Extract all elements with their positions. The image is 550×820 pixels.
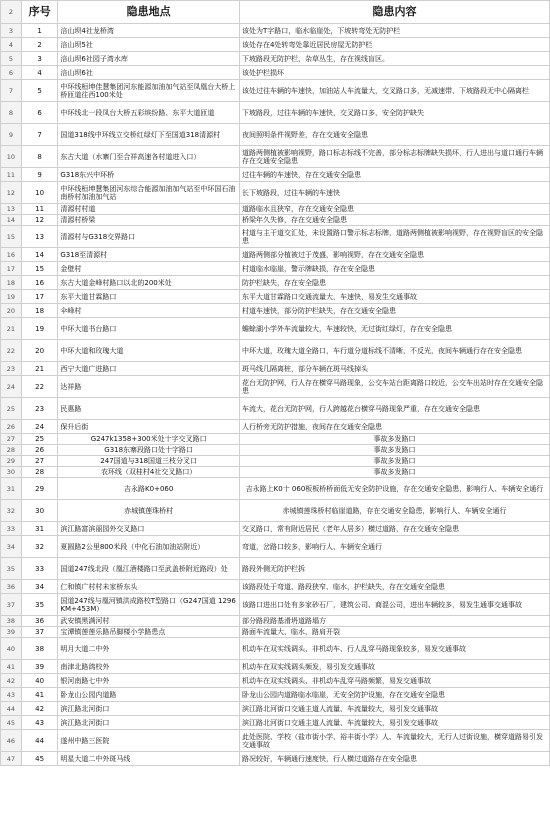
cell-location[interactable]: 伞峰村 [58,304,240,318]
table-row [1,420,550,434]
table-row [1,66,550,80]
cell-index[interactable]: 18 [21,304,58,318]
cell-location[interactable]: 滨江路富滨丽园外交叉路口 [58,522,240,536]
cell-index[interactable]: 4 [21,66,58,80]
row-number[interactable]: 28 [1,445,22,456]
cell-index[interactable]: 1 [21,24,58,38]
cell-index[interactable]: 5 [21,80,58,102]
cell-content[interactable]: 卧龙山公园内道路临水临崖，无安全防护设施，存在交通安全隐患 [239,688,549,702]
cell-content[interactable]: 路段外侧无防护栏拆 [239,558,549,580]
cell-location[interactable]: 仁和镇广村村未家桥东头 [58,580,240,594]
table-row [1,688,550,702]
cell-index[interactable]: 25 [21,434,58,445]
cell-location[interactable]: 银河南路七中外 [58,674,240,688]
row-number[interactable]: 25 [1,398,22,420]
cell-content[interactable]: 花台无防护网，行人存在横穿马路现象，公交车站台距离路口较近，公交车出站时存在交通安全隐患 [239,376,549,398]
row-number[interactable]: 14 [1,215,22,226]
cell-index[interactable]: 9 [21,168,58,182]
cell-index[interactable]: 12 [21,215,58,226]
cell-content[interactable]: 东平大道甘霖路口交通流量大，车速快，易发生交通事故 [239,290,549,304]
cell-index[interactable]: 19 [21,318,58,340]
cell-location[interactable]: 东古大道（水寨门至合祥高速各村道进入口） [58,146,240,168]
cell-location[interactable]: 清源村村道 [58,204,240,215]
cell-content[interactable]: 道路两侧植被影响视野，路口标志标线不完善，部分标志标牌缺失损坏，行人进出与道口通行车辆存在交通安全隐患 [239,146,549,168]
row-number[interactable]: 5 [1,52,22,66]
cell-location[interactable]: G318至清源村 [58,248,240,262]
cell-index[interactable]: 23 [21,398,58,420]
row-number[interactable]: 35 [1,558,22,580]
row-number[interactable]: 38 [1,616,22,627]
table-row [1,376,550,398]
table-row [1,276,550,290]
row-number[interactable]: 23 [1,362,22,376]
row-number[interactable]: 18 [1,276,22,290]
cell-index[interactable]: 44 [21,730,58,752]
row-number[interactable]: 34 [1,536,22,558]
row-number[interactable]: 33 [1,522,22,536]
row-number[interactable]: 10 [1,146,22,168]
cell-content[interactable]: 车流大，花台无防护网，行人跨越花台横穿马路现象严重，存在交通安全隐患 [239,398,549,420]
row-number[interactable]: 6 [1,66,22,80]
cell-content[interactable]: 村道临水临崖，警示牌缺损，存在安全隐患 [239,262,549,276]
cell-index[interactable]: 24 [21,420,58,434]
cell-location[interactable]: 中环大道和玫瑰大道 [58,340,240,362]
cell-location[interactable]: 保升后街 [58,420,240,434]
cell-index[interactable]: 21 [21,362,58,376]
cell-location[interactable]: 中环线桓坤佳慧集团河东能源加油加气站至凤凰台大桥上桥匝道往西100米处 [58,80,240,102]
header-row [1,1,550,24]
cell-index[interactable]: 26 [21,445,58,456]
row-number[interactable]: 17 [1,262,22,276]
cell-content[interactable]: 滨江路北河街口交通主道人流量、车流量较大，易引发交通事故 [239,716,549,730]
table-row [1,398,550,420]
cell-index[interactable]: 29 [21,478,58,500]
cell-index[interactable]: 30 [21,500,58,522]
row-number[interactable]: 19 [1,290,22,304]
row-number[interactable]: 13 [1,204,22,215]
row-number[interactable]: 9 [1,124,22,146]
row-number[interactable]: 36 [1,580,22,594]
cell-index[interactable]: 45 [21,752,58,766]
cell-location[interactable]: 滨江路北河街口 [58,716,240,730]
cell-content[interactable]: 该路口进出口处有多家砂石厂，建筑公司、商混公司，进出车辆较多，易发生通事交通事故 [239,594,549,616]
table-row [1,730,550,752]
table-row [1,752,550,766]
cell-location[interactable]: 赤城镇莲珠桥村 [58,500,240,522]
header-cell-location[interactable]: 隐患地点 [58,1,240,24]
table-row [1,627,550,638]
row-number[interactable]: 41 [1,660,22,674]
cell-content[interactable]: 中环大道，玫瑰大道全路口，车行道分道标线不清晰，不反光，夜间车辆通行存在安全隐患 [239,340,549,362]
cell-index[interactable]: 31 [21,522,58,536]
cell-location[interactable]: G318东兴中环桥 [58,168,240,182]
row-number[interactable]: 47 [1,752,22,766]
table-row [1,594,550,616]
table-row [1,38,550,52]
cell-location[interactable]: 中环大道书台路口 [58,318,240,340]
cell-location[interactable]: 遂州中路三医院 [58,730,240,752]
cell-content[interactable]: 村道与主干道交汇处，未设置路口警示标志标牌，道路两侧植被影响视野，存在视野盲区的安全隐患 [239,226,549,248]
cell-content[interactable]: 滨江路北河街口交通主道人流量、车流量较大，易引发交通事故 [239,702,549,716]
table-row [1,262,550,276]
cell-location[interactable]: 涪山坝4社龙桥湾 [58,24,240,38]
cell-location[interactable]: 明月大道二中外 [58,638,240,660]
row-number[interactable]: 30 [1,467,22,478]
cell-content[interactable]: 事故多发路口 [239,445,549,456]
row-number[interactable]: 16 [1,248,22,262]
table-row [1,304,550,318]
row-number[interactable]: 26 [1,420,22,434]
cell-index[interactable]: 32 [21,536,58,558]
table-row [1,716,550,730]
table-row [1,318,550,340]
cell-content[interactable]: 道路临水且狭窄，存在交通安全隐患 [239,204,549,215]
cell-content[interactable]: 部分路段路基滑坍道路塌方 [239,616,549,627]
cell-content[interactable]: 桥梁年久失修，存在交通安全隐患 [239,215,549,226]
row-number[interactable]: 31 [1,478,22,500]
cell-location[interactable]: 国道247线北段（凰江酒楼路口至武盖桥附近路段）处 [58,558,240,580]
row-number[interactable]: 3 [1,24,22,38]
table-row [1,580,550,594]
cell-index[interactable]: 43 [21,716,58,730]
cell-location[interactable]: 清源村与G318交界路口 [58,226,240,248]
cell-location[interactable]: 吉永路K0+060 [58,478,240,500]
table-row [1,226,550,248]
cell-content[interactable]: 长下坡路段，过往车辆的车速快 [239,182,549,204]
cell-location[interactable]: 金壁村 [58,262,240,276]
cell-content[interactable]: 该处存在4处转弯处靠近居民房屋无防护栏 [239,38,549,52]
cell-content[interactable]: 弯道，岔路口较多，影响行人、车辆安全通行 [239,536,549,558]
row-number[interactable]: 20 [1,304,22,318]
cell-location[interactable]: G318东寨段路口处十字路口 [58,445,240,456]
cell-index[interactable]: 38 [21,638,58,660]
cell-content[interactable]: 事故多发路口 [239,434,549,445]
cell-index[interactable]: 27 [21,456,58,467]
cell-content[interactable]: 蟾蜍湖小学外车流量较大，车速较快，无过街红绿灯，存在安全隐患 [239,318,549,340]
cell-index[interactable]: 20 [21,340,58,362]
cell-index[interactable]: 42 [21,702,58,716]
cell-content[interactable]: 交叉路口，常有附近居民（老年人居多）横过道路，存在交通安全隐患 [239,522,549,536]
cell-location[interactable]: 卧龙山公园内道路 [58,688,240,702]
table-row [1,102,550,124]
table-row [1,204,550,215]
cell-index[interactable]: 33 [21,558,58,580]
cell-location[interactable]: 滨江路北河街口 [58,702,240,716]
cell-index[interactable]: 37 [21,627,58,638]
table-row [1,616,550,627]
cell-content[interactable]: 该路段处于弯道、路段狭窄、临水，护栏缺失，存在交通安全隐患 [239,580,549,594]
cell-index[interactable]: 28 [21,467,58,478]
row-number[interactable]: 39 [1,627,22,638]
table-row [1,500,550,522]
cell-content[interactable]: 人行桥旁无防护措施，夜间存在交通安全隐患 [239,420,549,434]
cell-location[interactable]: 涪山坝6社 [58,66,240,80]
cell-content[interactable]: 此处医院、学校（盐市街小学、裕丰街小学）人、车流量较大，无行人过街设施，横穿道路易引发交通事故 [239,730,549,752]
cell-index[interactable]: 10 [21,182,58,204]
cell-content[interactable]: 赤城镇莲珠桥村临崖道路，存在交通安全隐患，影响行人、车辆安全通行 [239,500,549,522]
row-number[interactable]: 40 [1,638,22,660]
table-row [1,146,550,168]
header-cell-index[interactable]: 序号 [21,1,58,24]
cell-location[interactable]: 东古大道金峰村路口以北的200米处 [58,276,240,290]
table-row [1,522,550,536]
row-number[interactable]: 22 [1,340,22,362]
cell-content[interactable]: 斑马线几隔离桩，部分车辆在斑马线掉头 [239,362,549,376]
cell-location[interactable]: 西宁大道广进路口 [58,362,240,376]
row-number[interactable]: 43 [1,688,22,702]
table-row [1,445,550,456]
cell-content[interactable]: 路况较好，车辆通行速度快，行人横过道路存在安全隐患 [239,752,549,766]
cell-index[interactable]: 8 [21,146,58,168]
cell-location[interactable]: 达祥路 [58,376,240,398]
cell-location[interactable]: G247k1358+300米处十字交叉路口 [58,434,240,445]
cell-index[interactable]: 35 [21,594,58,616]
row-number[interactable]: 8 [1,102,22,124]
cell-content[interactable]: 村道车速快，部分防护栏缺失，存在交通安全隐患 [239,304,549,318]
cell-content[interactable]: 该处为T字路口，临水临崖处，下坡转弯处无防护栏 [239,24,549,38]
cell-content[interactable]: 该处护栏损坏 [239,66,549,80]
row-number[interactable]: 15 [1,226,22,248]
row-number[interactable]: 32 [1,500,22,522]
row-number[interactable]: 7 [1,80,22,102]
cell-location[interactable]: 国道247线与凰河镇洪成路校T型路口（G247国道 1296KM+453M） [58,594,240,616]
cell-content[interactable]: 事故多发路口 [239,467,549,478]
cell-content[interactable]: 夜间照明条件视野差，存在交通安全隐患 [239,124,549,146]
table-row [1,362,550,376]
table-row [1,168,550,182]
row-number[interactable]: 2 [1,1,22,24]
cell-content[interactable]: 下坡路段无防护栏，杂草丛生，存在视线盲区。 [239,52,549,66]
cell-location[interactable]: 南津北路鸽校外 [58,660,240,674]
cell-location[interactable]: 宝潭镇莲莲乐路吊脚楼小学路患点 [58,627,240,638]
row-number[interactable]: 21 [1,318,22,340]
table-row [1,660,550,674]
table-row [1,52,550,66]
cell-content[interactable]: 机动车在双实线调头、非机动车乱穿马路频繁，易发交通事故 [239,674,549,688]
table-row [1,536,550,558]
cell-location[interactable]: 明星大道二中外斑马线 [58,752,240,766]
header-cell-content[interactable]: 隐患内容 [239,1,549,24]
table-row [1,434,550,445]
cell-index[interactable]: 36 [21,616,58,627]
table-row [1,182,550,204]
table-row [1,478,550,500]
row-number[interactable]: 42 [1,674,22,688]
table-body [1,1,550,766]
cell-index[interactable]: 7 [21,124,58,146]
row-number[interactable]: 44 [1,702,22,716]
table-row [1,558,550,580]
cell-content[interactable]: 防护栏缺失，存在安全隐患 [239,276,549,290]
cell-content[interactable]: 道路两侧部分植被过于茂盛，影响视野，存在交通安全隐患 [239,248,549,262]
cell-content[interactable]: 下坡路段，过往车辆的车速快，交叉路口多，安全防护缺失 [239,102,549,124]
cell-index[interactable]: 2 [21,38,58,52]
table-row [1,24,550,38]
table-row [1,702,550,716]
cell-location[interactable]: 中环线桓坤慧集团河东综合能源加油加气站至中环国石油南桥村加油加气站 [58,182,240,204]
cell-location[interactable]: 农环线（双桂村4社交叉路口） [58,467,240,478]
table-row [1,467,550,478]
table-row [1,340,550,362]
cell-content[interactable]: 该处过往车辆的车速快，加油站人车流量大，交叉路口多，无减速带、下坡路段无中心隔离栏 [239,80,549,102]
table-row [1,248,550,262]
cell-location[interactable]: 武安镇黑满河村 [58,616,240,627]
cell-index[interactable]: 22 [21,376,58,398]
row-number[interactable]: 12 [1,182,22,204]
row-number[interactable]: 45 [1,716,22,730]
cell-index[interactable]: 11 [21,204,58,215]
row-number[interactable]: 29 [1,456,22,467]
cell-location[interactable]: 清源村桥梁 [58,215,240,226]
cell-location[interactable]: 国道318线中环线立交桥红绿灯下至国道318清源村 [58,124,240,146]
cell-index[interactable]: 6 [21,102,58,124]
cell-content[interactable]: 机动车在双实线调头、非机动车、行人乱穿马路现象较多，易发交通事故 [239,638,549,660]
cell-index[interactable]: 34 [21,580,58,594]
cell-location[interactable]: 涪山坝6社园子湾水库 [58,52,240,66]
cell-content[interactable]: 过往车辆的车速快，存在交通安全隐患 [239,168,549,182]
cell-index[interactable]: 13 [21,226,58,248]
row-number[interactable]: 46 [1,730,22,752]
cell-index[interactable]: 14 [21,248,58,262]
cell-content[interactable]: 路面车流量大，临水，路肩开裂 [239,627,549,638]
cell-location[interactable]: 民惠路 [58,398,240,420]
cell-content[interactable]: 机动车在双实线调头频发，易引发交通事故 [239,660,549,674]
cell-location[interactable]: 涪山坝5社 [58,38,240,52]
row-number[interactable]: 11 [1,168,22,182]
table-row [1,456,550,467]
cell-location[interactable]: 247国道与318国道三枝分叉口 [58,456,240,467]
table-row [1,215,550,226]
cell-index[interactable]: 15 [21,262,58,276]
cell-index[interactable]: 3 [21,52,58,66]
cell-index[interactable]: 16 [21,276,58,290]
cell-location[interactable]: 中环线北一段凤台大桥五彩缤纷路、东平大道匝道 [58,102,240,124]
cell-index[interactable]: 41 [21,688,58,702]
cell-content[interactable]: 吉永路上K0十 060板板桥桥面低无安全防护设施，存在交通安全隐患，影响行人、车辆安全通行 [239,478,549,500]
row-number[interactable]: 4 [1,38,22,52]
cell-index[interactable]: 39 [21,660,58,674]
table-row [1,674,550,688]
table-row [1,80,550,102]
cell-location[interactable]: 东平大道甘霖路口 [58,290,240,304]
row-number[interactable]: 27 [1,434,22,445]
cell-content[interactable]: 事故多发路口 [239,456,549,467]
table-row [1,124,550,146]
row-number[interactable]: 24 [1,376,22,398]
table-row [1,290,550,304]
row-number[interactable]: 37 [1,594,22,616]
table-row [1,638,550,660]
cell-index[interactable]: 40 [21,674,58,688]
cell-index[interactable]: 17 [21,290,58,304]
cell-location[interactable]: 夏圆路2公里800米段（中化石油加油站附近） [58,536,240,558]
